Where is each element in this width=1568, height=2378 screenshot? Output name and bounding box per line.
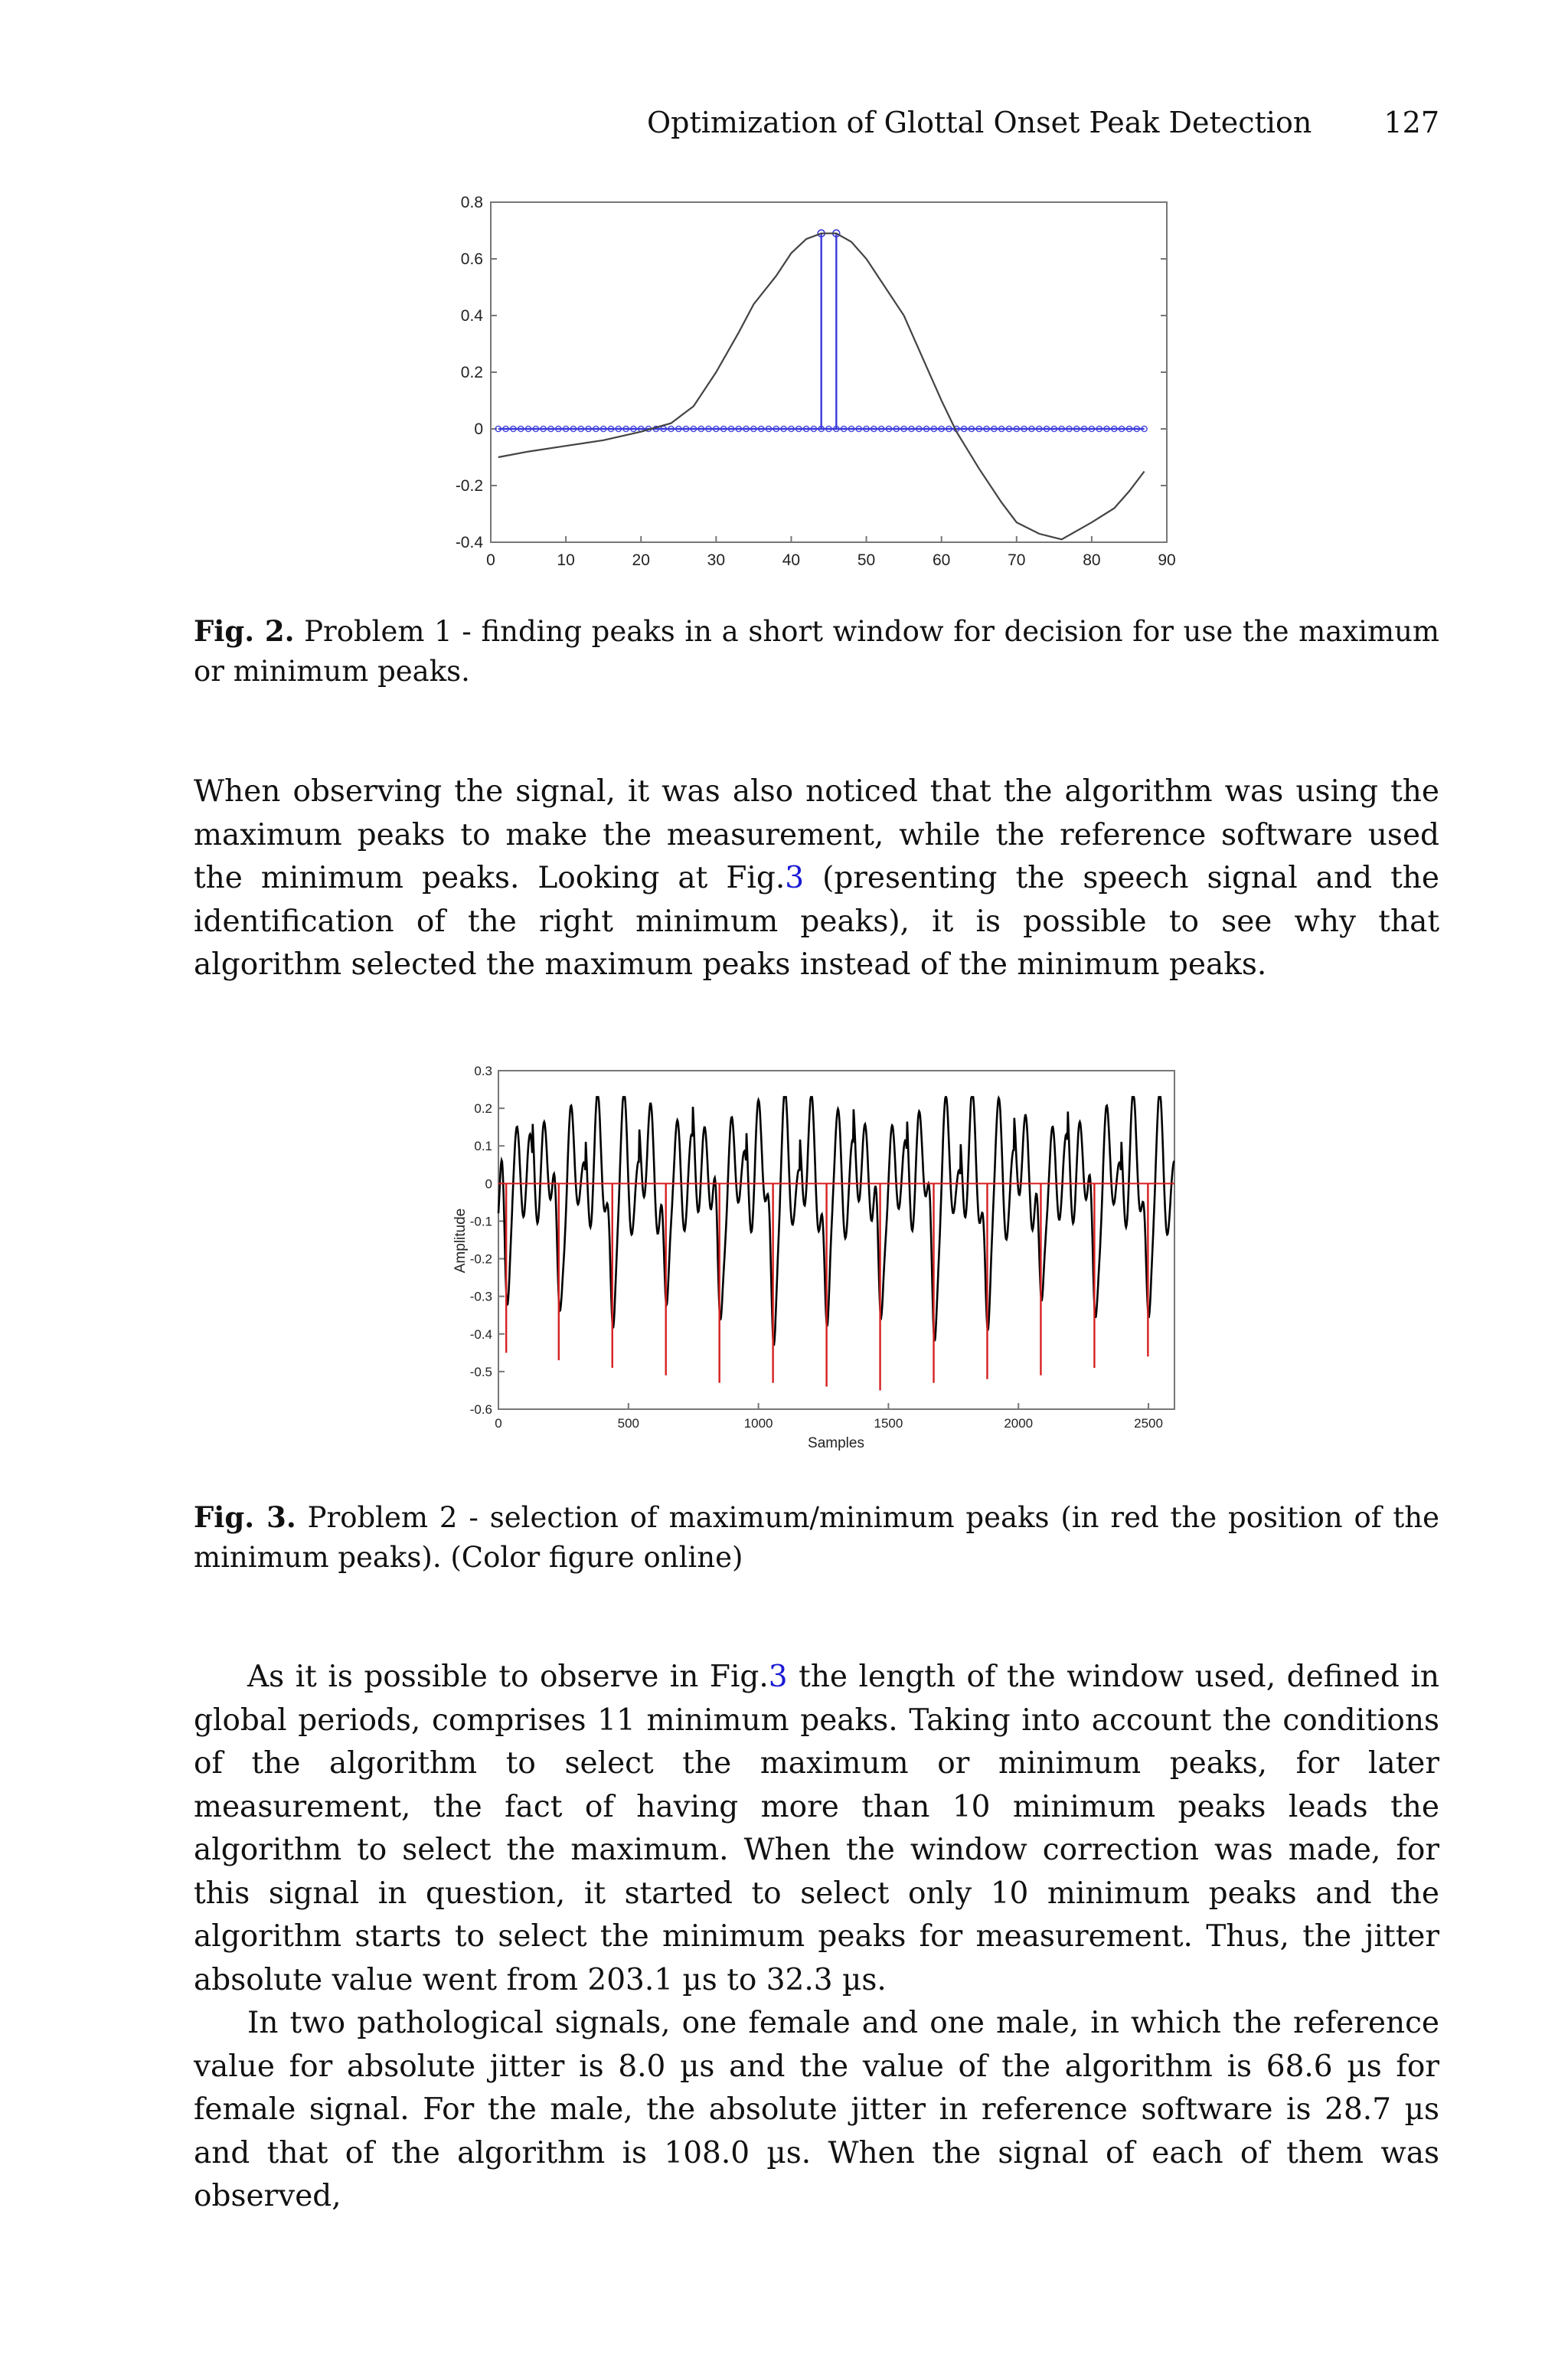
running-title: Optimization of Glottal Onset Peak Detection <box>647 106 1312 139</box>
p2-text-a: As it is possible to observe in Fig. <box>247 1660 769 1694</box>
fig2-xtick-label: 70 <box>1008 551 1026 569</box>
fig3-xtick-label: 500 <box>617 1416 639 1431</box>
fig3-xtick-label: 0 <box>495 1416 502 1431</box>
fig3-ylabel: Amplitude <box>452 1208 469 1274</box>
fig3-caption-label: Fig. 3. <box>194 1500 296 1534</box>
figure-3-caption <box>194 1497 1439 1578</box>
fig3-signal-line <box>498 1097 1174 1344</box>
paragraph-2 <box>194 1656 1439 2002</box>
fig2-caption-label: Fig. 2. <box>194 614 295 648</box>
page-number: 127 <box>1383 106 1439 139</box>
fig2-xtick-label: 10 <box>557 551 575 569</box>
fig3-caption-text: Problem 2 - selection of maximum/minimum peaks (in red the position of the minimum peaks). (Color figure online) <box>194 1501 1439 1574</box>
fig3-xtick-label: 1500 <box>874 1416 903 1431</box>
fig3-reference-link-2[interactable]: 3 <box>768 1660 788 1694</box>
fig2-xtick-label: 80 <box>1083 551 1101 569</box>
fig3-ytick-label: 0.1 <box>474 1139 492 1154</box>
fig3-xtick-label: 1000 <box>743 1416 773 1431</box>
p2-text-b: the length of the window used, defined in global periods, comprises 11 minimum peaks. Taking into account the conditions of the algorithm to select the maximum or minimum peaks, for later measurement, the fact of having more than 10 minimum peaks leads the algorithm to select the maximum. When the window correction was made, for this signal in question, it started to select only 10 minimum peaks and the algorithm starts to select the minimum peaks for measurement. Thus, the jitter absolute value went from 203.1 µs to 32.3 µs. <box>194 1660 1439 1997</box>
fig3-reference-link[interactable]: 3 <box>785 861 805 895</box>
fig3-ytick-label: -0.5 <box>469 1364 492 1379</box>
fig2-ytick-label: -0.2 <box>455 477 483 495</box>
fig2-xtick-label: 0 <box>486 551 495 569</box>
fig3-ytick-label: -0.6 <box>469 1402 492 1417</box>
fig2-caption-text: Problem 1 - finding peaks in a short window for decision for use the maximum or minimum peaks. <box>194 615 1439 688</box>
fig2-xtick-label: 90 <box>1158 551 1176 569</box>
fig3-ytick-label: -0.2 <box>469 1251 492 1267</box>
fig2-ytick-label: 0.2 <box>460 364 483 381</box>
fig3-xtick-label: 2000 <box>1004 1416 1034 1431</box>
fig2-ytick-label: 0.4 <box>460 307 483 325</box>
paragraph-3 <box>194 2002 1439 2219</box>
fig2-ytick-label: 0.8 <box>460 194 483 211</box>
p1-text-rest: (presenting the speech signal and the identification of the right minimum peaks), it is possible to see why that algorithm selected the maximum peaks instead of the minimum peaks. <box>194 861 1439 982</box>
fig2-xtick-label: 60 <box>932 551 951 569</box>
fig3-ytick-label: 0.2 <box>474 1101 492 1117</box>
p3-text: In two pathological signals, one female and one male, in which the reference value for absolute jitter is 8.0 µs and the value of the algorithm is 68.6 µs for female signal. For the male, the absolute jitter in reference software is 28.7 µs and that of the algorithm is 108.0 µs. When the signal of each of them was observed, <box>194 2006 1439 2213</box>
fig2-xtick-label: 50 <box>857 551 876 569</box>
fig3-ytick-label: -0.1 <box>469 1214 492 1229</box>
fig2-ytick-label: 0.6 <box>460 250 483 268</box>
fig2-xtick-label: 20 <box>632 551 650 569</box>
fig3-ytick-label: -0.4 <box>469 1326 492 1342</box>
p1-text: When observing the signal, it was also noticed that the algorithm was using the maximum peaks to make the measurement, while the reference software used the minimum peaks. Looking at Fig. <box>194 774 1439 895</box>
fig2-ytick-label: 0 <box>474 420 483 438</box>
fig3-ytick-label: -0.3 <box>469 1289 492 1304</box>
fig3-xlabel: Samples <box>808 1435 864 1451</box>
fig2-ytick-label: -0.4 <box>455 534 483 551</box>
fig2-xtick-label: 30 <box>707 551 726 569</box>
fig3-xtick-label: 2500 <box>1134 1416 1163 1431</box>
fig3-ytick-label: 0.3 <box>474 1064 492 1078</box>
fig3-ytick-label: 0 <box>485 1176 492 1192</box>
fig2-xtick-label: 40 <box>782 551 801 569</box>
